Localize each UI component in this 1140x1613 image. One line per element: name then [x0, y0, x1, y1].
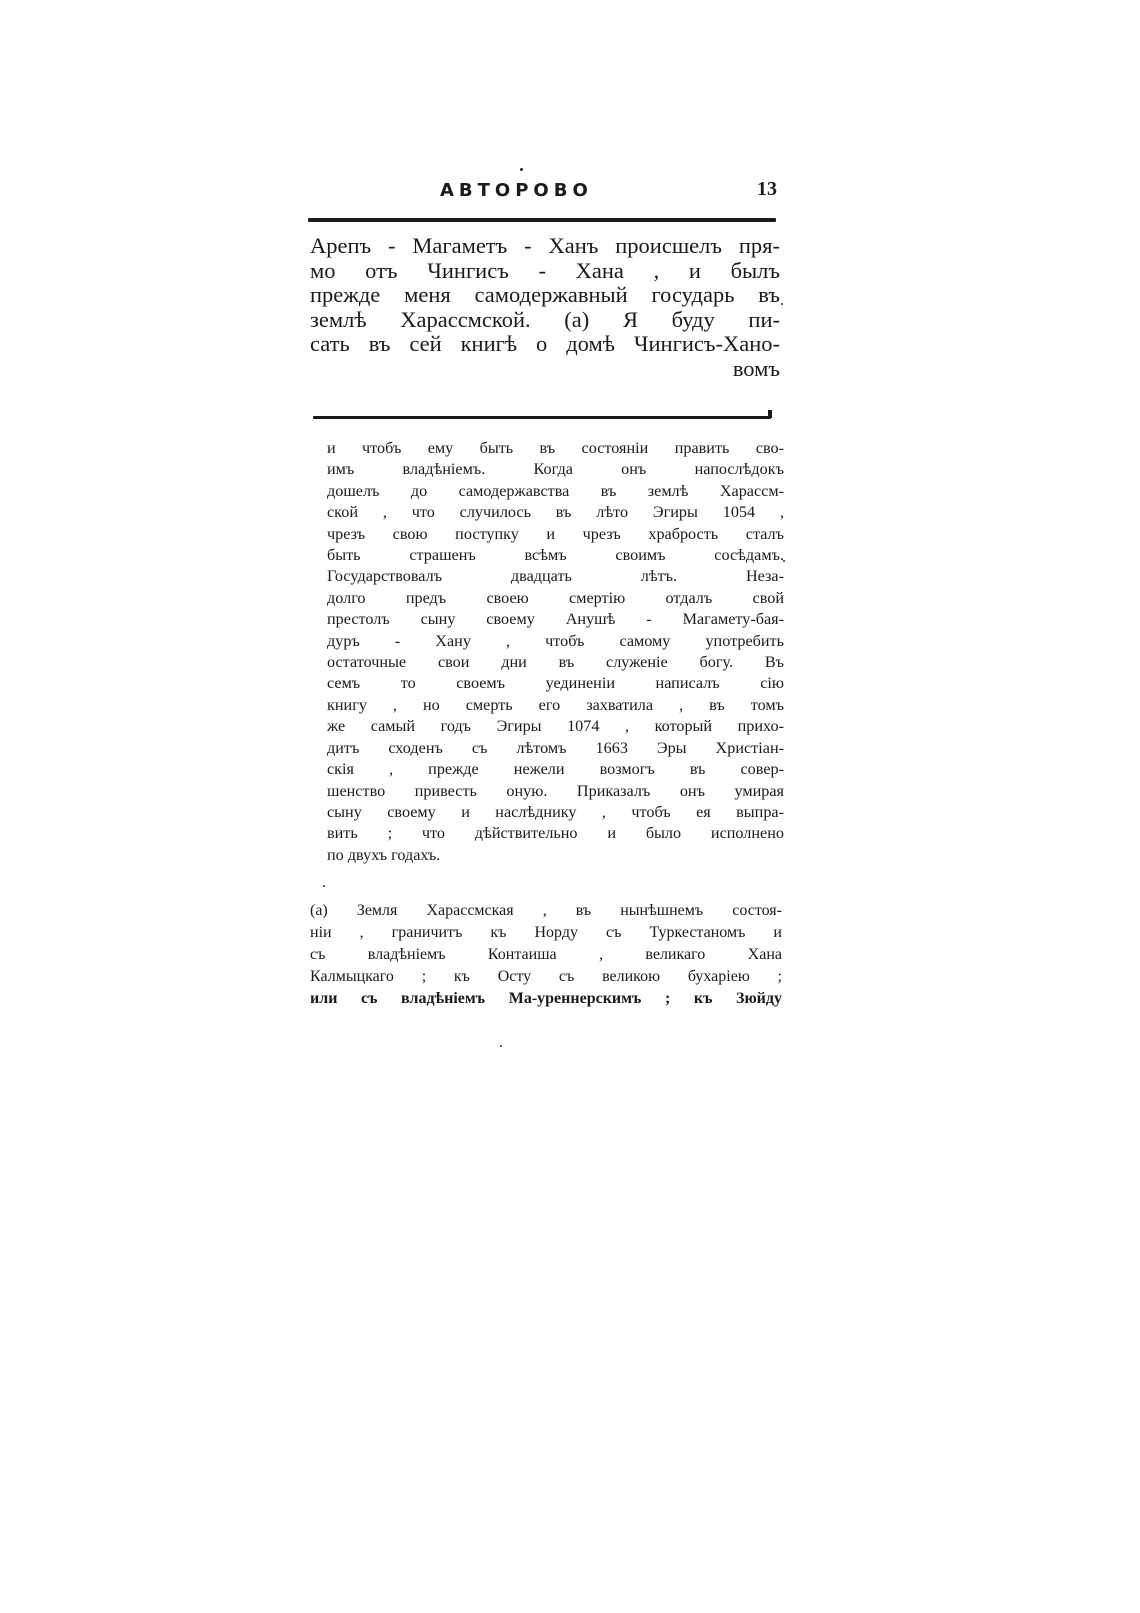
continuation-line: сыну своему и наслѣднику , чтобъ ея выпра-	[327, 802, 784, 821]
footnote-line: нiи , граничитъ къ Норду съ Туркестаномъ и	[310, 924, 782, 941]
continuation-line: долго предъ своею смертiю отдалъ свой	[327, 588, 784, 607]
continuation-line: быть страшенъ всѣмъ своимъ сосѣдамъ.	[327, 546, 784, 565]
main-text-line: вомъ	[732, 355, 780, 381]
main-text-block	[310, 234, 780, 382]
ink-speck	[520, 168, 523, 171]
continuation-line: вить ; что дѣйствительно и было исполнено	[327, 824, 784, 843]
main-text-line: сать въ сей книгѣ о домѣ Чингисъ-Хано-	[310, 331, 780, 357]
footnote-line: съ владѣнiемъ Контаиша , великаго Хана	[310, 946, 782, 963]
ink-speck	[781, 303, 783, 305]
continuation-line: и чтобъ ему быть въ состоянiи править сво-	[327, 439, 784, 457]
main-text-line: Арепъ - Магаметъ - Ханъ происшелъ пря-	[310, 233, 780, 258]
continuation-line: шенство привесть оную. Приказалъ онъ умирая	[327, 781, 784, 800]
continuation-line: ской , что случилось въ лѣто Эгиры 1054 ,	[327, 503, 784, 522]
ink-speck	[500, 1045, 502, 1047]
continuation-line: дуръ - Хану , чтобъ самому употребить	[327, 631, 784, 650]
footnote-block	[310, 900, 782, 1010]
continuation-line: дошелъ до самодержавства въ землѣ Харассм-	[327, 481, 784, 500]
footnote-line: (а) Земля Харассмская , въ нынѣшнемъ состоя-	[310, 902, 782, 919]
continuation-line: семъ то своемъ уединенiи написалъ сiю	[327, 674, 784, 693]
main-text-line: землѣ Харассмской. (а) Я буду пи-	[310, 306, 780, 332]
continuation-line: скiя , прежде нежели возмогъ въ совер-	[327, 760, 784, 779]
footnote-line: или съ владѣнiемъ Ма-уреннерскимъ ; къ Зюйду	[310, 990, 782, 1007]
continuation-line: чрезъ свою поступку и чрезъ храбрость сталъ	[327, 524, 784, 543]
continuation-line: же самый годъ Эгиры 1074 , который прихо-	[327, 717, 784, 736]
ink-speck	[323, 885, 325, 887]
page-number: 13	[757, 178, 777, 200]
main-text-line: мо отъ Чингисъ - Хана , и былъ	[310, 257, 780, 283]
section-rule-end-mark	[768, 410, 772, 418]
continuation-line: престолъ сыну своему Анушѣ - Магамету-бая-	[327, 610, 784, 629]
continuation-line: имъ владѣнiемъ. Когда онъ напослѣдокъ	[327, 460, 784, 479]
main-text-line: прежде меня самодержавный государь въ	[310, 282, 780, 308]
continuation-line: книгу , но смерть его захватила , въ томъ	[327, 695, 784, 714]
continuation-line: остаточные свои дни въ служенiе богу. Въ	[327, 653, 784, 672]
running-head: АВТОРОВО	[440, 180, 593, 201]
section-rule	[313, 416, 771, 419]
header-rule	[308, 218, 776, 222]
continuation-line: по двухъ годахъ.	[327, 845, 441, 864]
continuation-text-block	[327, 438, 784, 866]
footnote-line: Калмыцкаго ; къ Осту съ великою бухарiею ;	[310, 968, 782, 985]
continuation-line: дитъ сходенъ съ лѣтомъ 1663 Эры Христiан-	[327, 738, 784, 757]
continuation-line: Государствовалъ двадцать лѣтъ. Неза-	[327, 567, 784, 586]
